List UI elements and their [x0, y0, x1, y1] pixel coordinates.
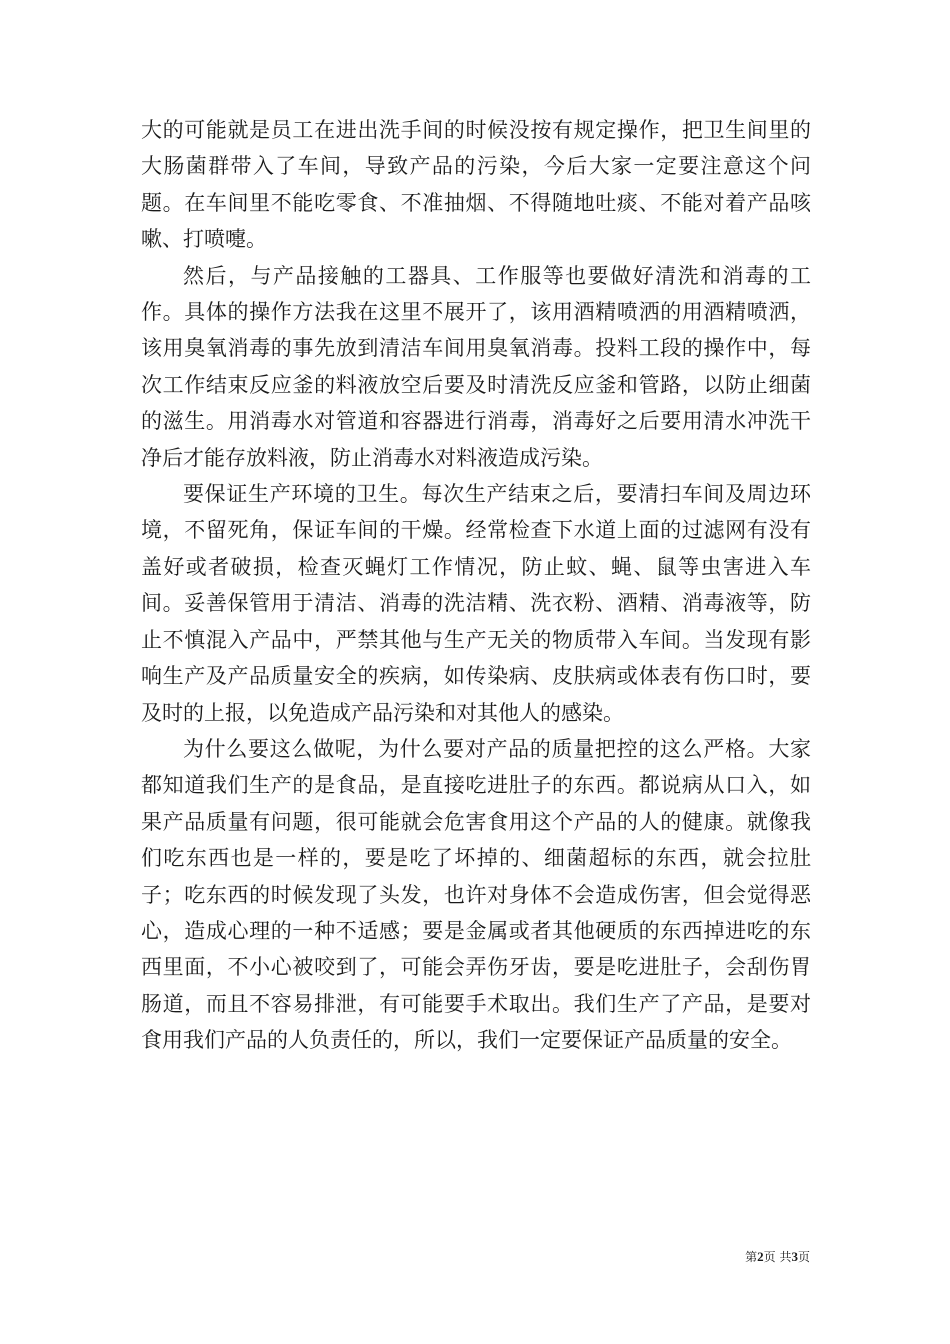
paragraph-4: 为什么要这么做呢，为什么要对产品的质量把控的这么严格。大家都知道我们生产的是食品，是直接吃进肚子的东西。都说病从口入，如果产品质量有问题，很可能就会危害食用这个产品的人的健康。就像我们吃东西也是一样的，要是吃了坏掉的、细菌超标的东西，就会拉肚子；吃东西的时候发现了头发，也许对身体不会造成伤害，但会觉得恶心，造成心理的一种不适感；要是金属或者其他硬质的东西掉进吃的东西里面，不小心被咬到了，可能会弄伤牙齿，要是吃进肚子，会刮伤胃肠道，而且不容易排泄，有可能要手术取出。我们生产了产品，是要对食用我们产品的人负责任的，所以，我们一定要保证产品质量的安全。 [141, 736, 811, 1053]
footer-total-pages: 3 [791, 1249, 798, 1264]
footer-prefix: 第 [745, 1250, 758, 1264]
footer-suffix: 页 [797, 1250, 810, 1264]
page-footer [700, 1248, 810, 1265]
paragraph-2: 然后，与产品接触的工器具、工作服等也要做好清洗和消毒的工作。具体的操作方法我在这里不展开了，该用酒精喷洒的用酒精喷洒，该用臭氧消毒的事先放到清洁车间用臭氧消毒。投料工段的操作中，每次工作结束反应釜的料液放空后要及时清洗反应釜和管路，以防止细菌的滋生。用消毒水对管道和容器进行消毒，消毒好之后要用清水冲洗干净后才能存放料液，防止消毒水对料液造成污染。 [141, 263, 811, 470]
footer-middle: 页 共 [763, 1250, 792, 1264]
paragraph-3: 要保证生产环境的卫生。每次生产结束之后，要清扫车间及周边环境，不留死角，保证车间的干燥。经常检查下水道上面的过滤网有没有盖好或者破损，检查灭蝇灯工作情况，防止蚊、蝇、鼠等虫害进入车间。妥善保管用于清洁、消毒的洗洁精、洗衣粉、酒精、消毒液等，防止不慎混入产品中，严禁其他与生产无关的物质带入车间。当发现有影响生产及产品质量安全的疾病，如传染病、皮肤病或体表有伤口时，要及时的上报，以免造成产品污染和对其他人的感染。 [141, 482, 811, 725]
document-body [141, 112, 811, 1059]
paragraph-1: 大的可能就是员工在进出洗手间的时候没按有规定操作，把卫生间里的大肠菌群带入了车间，导致产品的污染，今后大家一定要注意这个问题。在车间里不能吃零食、不准抽烟、不得随地吐痰、不能对着产品咳嗽、打喷嚏。 [141, 118, 811, 252]
footer-current-page: 2 [757, 1249, 764, 1264]
